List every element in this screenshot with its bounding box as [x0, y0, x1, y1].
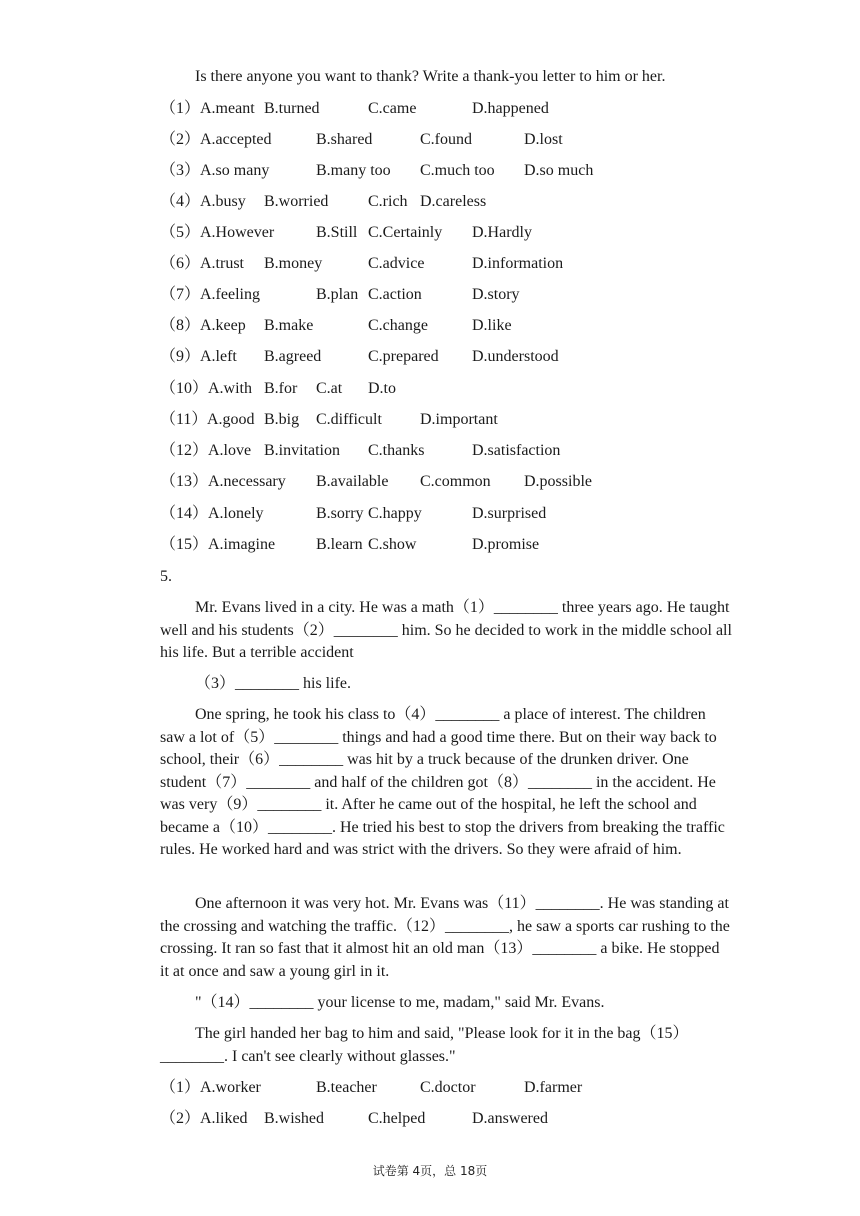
option-d: D.to: [368, 380, 396, 397]
option-a: A.love: [208, 442, 252, 459]
option-c: C.action: [368, 286, 422, 303]
option-b: B.plan: [316, 286, 359, 303]
option-c: C.at: [316, 380, 343, 397]
option-c: C.came: [368, 100, 417, 117]
option-c: C.Certainly: [368, 224, 443, 241]
option-b: B.many too: [316, 162, 391, 179]
question-number: （5）: [160, 224, 201, 241]
option-b: B.make: [264, 317, 314, 334]
question-number: （11）: [160, 411, 208, 428]
intro-line: Is there anyone you want to thank? Write a thank-you letter to him or her.: [195, 68, 666, 85]
option-a: A.busy: [200, 193, 246, 210]
option-b: B.worried: [264, 193, 329, 210]
option-d: D.careless: [420, 193, 487, 210]
question-number: （6）: [160, 255, 201, 272]
section-number: 5.: [160, 568, 172, 585]
option-a: A.necessary: [208, 473, 286, 490]
option-a: A.liked: [200, 1110, 248, 1127]
option-b: B.money: [264, 255, 323, 272]
option-d: D.so much: [524, 162, 594, 179]
option-d: D.important: [420, 411, 498, 428]
option-b: B.agreed: [264, 348, 322, 365]
option-d: D.information: [472, 255, 564, 272]
question-number: （8）: [160, 317, 201, 334]
question-number: （3）: [160, 162, 201, 179]
option-a: A.meant: [200, 100, 255, 117]
option-d: D.surprised: [472, 505, 547, 522]
option-d: D.story: [472, 286, 520, 303]
option-c: C.found: [420, 131, 472, 148]
option-d: D.understood: [472, 348, 559, 365]
option-a: A.imagine: [208, 536, 276, 553]
option-c: C.difficult: [316, 411, 382, 428]
question-number: （1）: [160, 100, 201, 117]
option-c: C.advice: [368, 255, 425, 272]
option-b: B.shared: [316, 131, 373, 148]
option-d: D.possible: [524, 473, 592, 490]
option-d: D.promise: [472, 536, 540, 553]
question-number: （2）: [160, 131, 201, 148]
option-a: A.worker: [200, 1079, 261, 1096]
option-c: C.much too: [420, 162, 495, 179]
option-a: A.with: [208, 380, 252, 397]
option-c: C.helped: [368, 1110, 426, 1127]
option-c: C.common: [420, 473, 491, 490]
option-b: B.Still: [316, 224, 358, 241]
question-number: （7）: [160, 286, 201, 303]
option-b: B.learn: [316, 536, 363, 553]
option-a: A.good: [207, 411, 255, 428]
option-a: A.so many: [200, 162, 270, 179]
option-d: D.like: [472, 317, 512, 334]
passage-paragraph-5: The girl handed her bag to him and said, "Please look for it in the bag（15）________. I can't see clearly without glasses.": [160, 1025, 689, 1065]
option-c: C.happy: [368, 505, 422, 522]
question-number: （4）: [160, 193, 201, 210]
option-a: A.accepted: [200, 131, 272, 148]
question-number: （1）: [160, 1079, 201, 1096]
option-b: B.turned: [264, 100, 320, 117]
option-c: C.rich: [368, 193, 408, 210]
option-b: B.teacher: [316, 1079, 377, 1096]
question-number: （13）: [160, 473, 209, 490]
option-a: A.lonely: [208, 505, 264, 522]
option-d: D.farmer: [524, 1079, 583, 1096]
option-b: B.big: [264, 411, 300, 428]
option-c: C.show: [368, 536, 417, 553]
passage-paragraph-1: Mr. Evans lived in a city. He was a math（1）________ three years ago. He taught well and his students（2）________ him. So he decided to work in the middle school all his life. But a terrible accident: [160, 599, 732, 661]
option-c: C.doctor: [420, 1079, 476, 1096]
option-d: D.happened: [472, 100, 549, 117]
option-a: A.keep: [200, 317, 246, 334]
option-c: C.prepared: [368, 348, 439, 365]
option-b: B.invitation: [264, 442, 340, 459]
option-a: A.left: [200, 348, 237, 365]
option-d: D.Hardly: [472, 224, 532, 241]
option-b: B.sorry: [316, 505, 364, 522]
question-number: （14）: [160, 505, 209, 522]
option-b: B.available: [316, 473, 389, 490]
passage-paragraph-4: "（14）________ your license to me, madam," said Mr. Evans.: [195, 994, 605, 1011]
option-b: B.for: [264, 380, 298, 397]
passage-paragraph-3: One afternoon it was very hot. Mr. Evans was（11）________. He was standing at the crossing and watching the traffic.（12）________, he saw a sports car rushing to the crossing. It ran so fast that it almost hit an old man（13）________ a bike. He stopped it at once and saw a young girl in it.: [160, 895, 730, 980]
passage-paragraph-1-cont: （3）________ his life.: [195, 675, 351, 692]
question-number: （10）: [160, 380, 209, 397]
option-a: A.However: [200, 224, 275, 241]
question-number: （9）: [160, 348, 201, 365]
question-number: （15）: [160, 536, 209, 553]
question-number: （2）: [160, 1110, 201, 1127]
option-a: A.trust: [200, 255, 244, 272]
option-b: B.wished: [264, 1110, 324, 1127]
option-a: A.feeling: [200, 286, 260, 303]
option-c: C.thanks: [368, 442, 425, 459]
question-number: （12）: [160, 442, 209, 459]
option-d: D.answered: [472, 1110, 548, 1127]
option-d: D.satisfaction: [472, 442, 561, 459]
option-c: C.change: [368, 317, 428, 334]
page-footer: 试卷第 4页，总 18页: [372, 1164, 488, 1178]
option-d: D.lost: [524, 131, 563, 148]
passage-paragraph-2: One spring, he took his class to（4）________ a place of interest. The children saw a lot of（5）________ things and had a good time there. But on their way back to school, their（6）________ was hit by a truck because of the drunken driver. One student（7）________ and half of the children got（8）________ in the accident. He was very（9）________ it. After he came out of the hospital, he left the school and became a（10）________. He tried his best to stop the drivers from breaking the traffic rules. He worked hard and was strict with the drivers. So they were afraid of him.: [160, 706, 725, 858]
